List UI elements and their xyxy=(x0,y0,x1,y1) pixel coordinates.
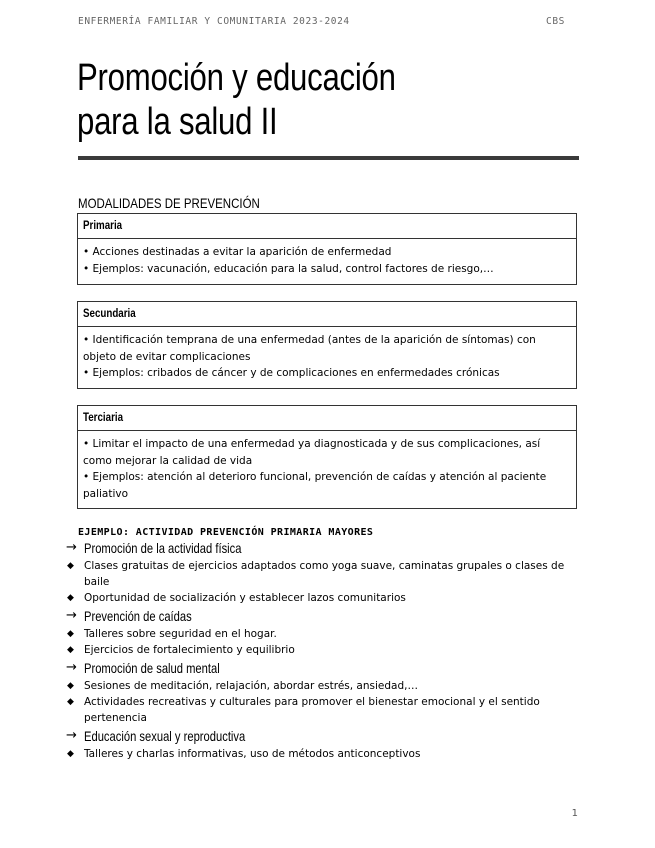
list-item: ◆ Actividades recreativas y culturales para promover el bienestar emocional y el sentido pertenencia xyxy=(67,696,540,724)
arrow-right-icon: → xyxy=(66,660,77,675)
title-divider xyxy=(78,156,579,160)
arrow-right-icon: → xyxy=(66,608,77,623)
category-title: Prevención de caídas xyxy=(84,608,192,624)
list-item: ◆ Oportunidad de socialización y establecer lazos comunitarios xyxy=(67,592,406,604)
diamond-bullet-icon: ◆ xyxy=(67,645,74,655)
box-body xyxy=(78,431,576,502)
category-title: Promoción de salud mental xyxy=(84,660,220,676)
list-item: ◆ Ejercicios de fortalecimiento y equilibrio xyxy=(67,644,295,656)
box-title: Terciaria xyxy=(78,406,576,431)
page-title: Promoción y educación para la salud II xyxy=(77,57,396,143)
category-heading xyxy=(66,726,576,746)
box-line: • Identificación temprana de una enfermedad (antes de la aparición de síntomas) con objeto de evitar complicaciones xyxy=(83,334,536,363)
box-line: • Ejemplos: atención al deterioro funcional, prevención de caídas y atención al paciente paliativo xyxy=(83,471,547,500)
list-item: ◆ Sesiones de meditación, relajación, abordar estrés, ansiedad,… xyxy=(67,680,418,692)
list-item: ◆ Talleres sobre seguridad en el hogar. xyxy=(67,628,277,640)
category-title: Promoción de la actividad física xyxy=(84,540,242,556)
example-heading: EJEMPLO: ACTIVIDAD PREVENCIÓN PRIMARIA MAYORES xyxy=(78,527,374,538)
category-title: Educación sexual y reproductiva xyxy=(84,728,246,744)
category-heading xyxy=(66,606,576,626)
arrow-right-icon: → xyxy=(66,728,77,743)
box-body xyxy=(78,239,576,277)
header-course-title: ENFERMERÍA FAMILIAR Y COMUNITARIA 2023-2024 xyxy=(78,16,350,27)
section-heading: MODALIDADES DE PREVENCIÓN xyxy=(78,195,260,211)
header-author-initials: CBS xyxy=(546,16,565,27)
list-item: ◆ Talleres y charlas informativas, uso de métodos anticonceptivos xyxy=(67,748,421,760)
category-heading xyxy=(66,538,576,558)
category-heading xyxy=(66,658,576,678)
box-body xyxy=(78,327,576,382)
box-line: • Acciones destinadas a evitar la aparición de enfermedad xyxy=(83,246,392,258)
page-number: 1 xyxy=(571,808,578,819)
diamond-bullet-icon: ◆ xyxy=(67,749,74,759)
prevention-box-secundaria xyxy=(77,301,577,389)
diamond-bullet-icon: ◆ xyxy=(67,681,74,691)
box-line: • Ejemplos: vacunación, educación para la salud, control factores de riesgo,… xyxy=(83,262,494,275)
diamond-bullet-icon: ◆ xyxy=(67,697,74,707)
box-line: • Ejemplos: cribados de cáncer y de complicaciones en enfermedades crónicas xyxy=(83,367,500,379)
diamond-bullet-icon: ◆ xyxy=(67,629,74,639)
arrow-right-icon: → xyxy=(66,540,77,555)
box-line: • Limitar el impacto de una enfermedad ya diagnosticada y de sus complicaciones, así como mejorar la calidad de vida xyxy=(83,438,541,467)
box-title: Secundaria xyxy=(78,302,576,327)
diamond-bullet-icon: ◆ xyxy=(67,561,74,571)
list-item: ◆ Clases gratuitas de ejercicios adaptados como yoga suave, caminatas grupales o clases de baile xyxy=(67,560,565,588)
box-title: Primaria xyxy=(78,214,576,239)
prevention-box-terciaria xyxy=(77,405,577,509)
prevention-box-primaria xyxy=(77,213,577,285)
activity-list xyxy=(66,538,576,762)
diamond-bullet-icon: ◆ xyxy=(67,593,74,603)
